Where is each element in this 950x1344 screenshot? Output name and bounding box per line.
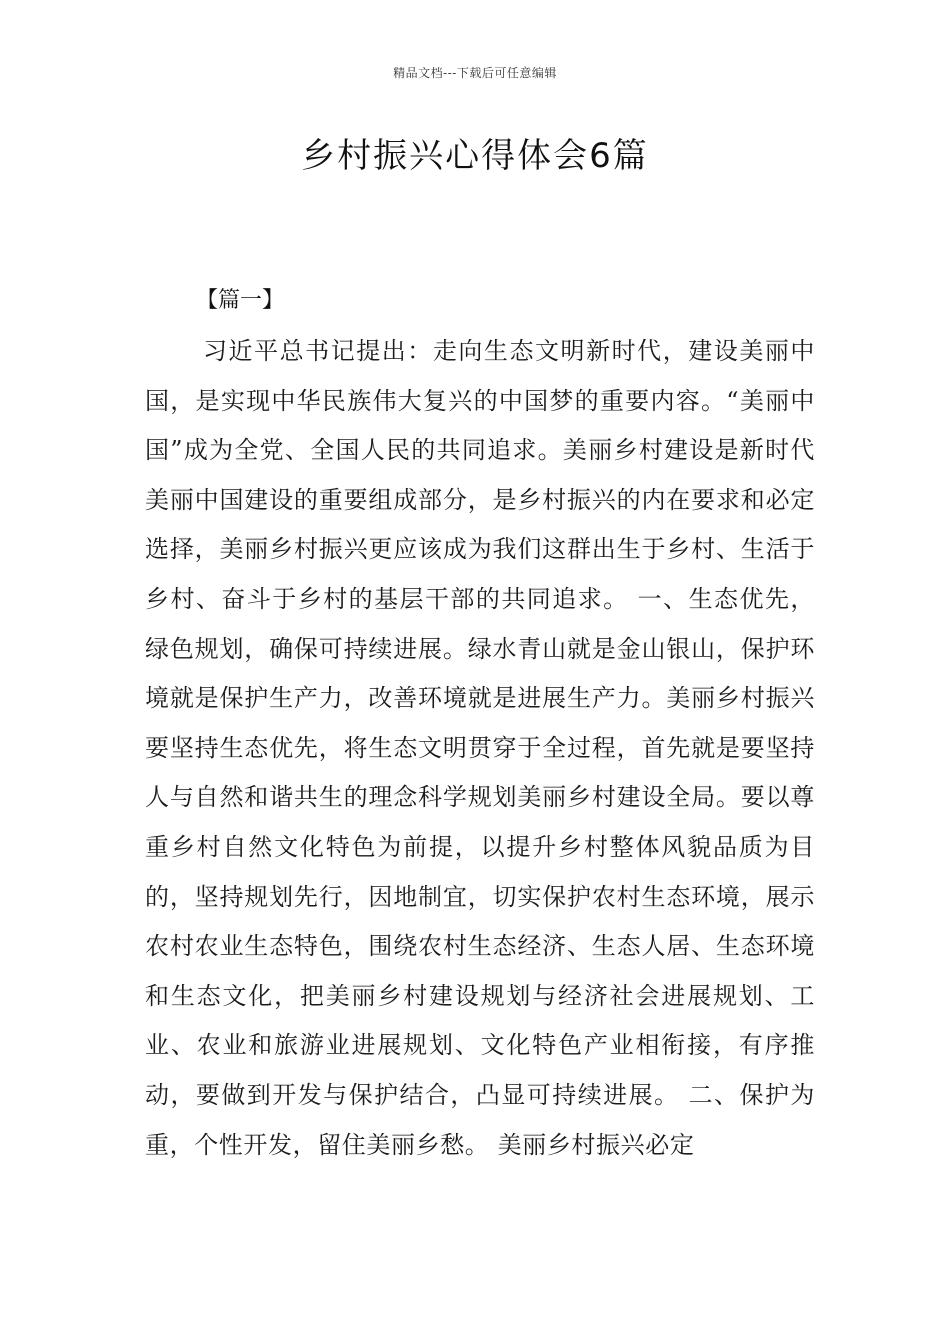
section-heading: 【篇一】	[196, 288, 285, 313]
header-note: 精品文档---下载后可任意编辑	[393, 66, 557, 80]
document-title: 乡村振兴心得体会6篇	[301, 136, 649, 176]
body-paragraph: 习近平总书记提出：走向生态文明新时代，建设美丽中国，是实现中华民族伟大复兴的中国梦的重要内容。“美丽中国”成为全党、全国人民的共同追求。美丽乡村建设是新时代美丽中国建设的重要组成部分，是乡村振兴的内在要求和必定选择，美丽乡村振兴更应该成为我们这群出生于乡村、生活于乡村、奋斗于乡村的基层干部的共同追求。 一、生态优先，绿色规划，确保可持续进展。绿水青山就是金山银山，保护环境就是保护生产力，改善环境就是进展生产力。美丽乡村振兴要坚持生态优先，将生态文明贯穿于全过程，首先就是要坚持人与自然和谐共生的理念科学规划美丽乡村建设全局。要以尊重乡村自然文化特色为前提，以提升乡村整体风貌品质为目的，坚持规划先行，因地制宜，切实保护农村生态环境，展示农村农业生态特色，围绕农村生态经济、生态人居、生态环境和生态文化，把美丽乡村建设规划与经济社会进展规划、工业、农业和旅游业进展规划、文化特色产业相衔接，有序推动，要做到开发与保护结合，凸显可持续进展。 二、保护为重，个性开发，留住美丽乡愁。 美丽乡村振兴必定	[145, 337, 815, 1159]
